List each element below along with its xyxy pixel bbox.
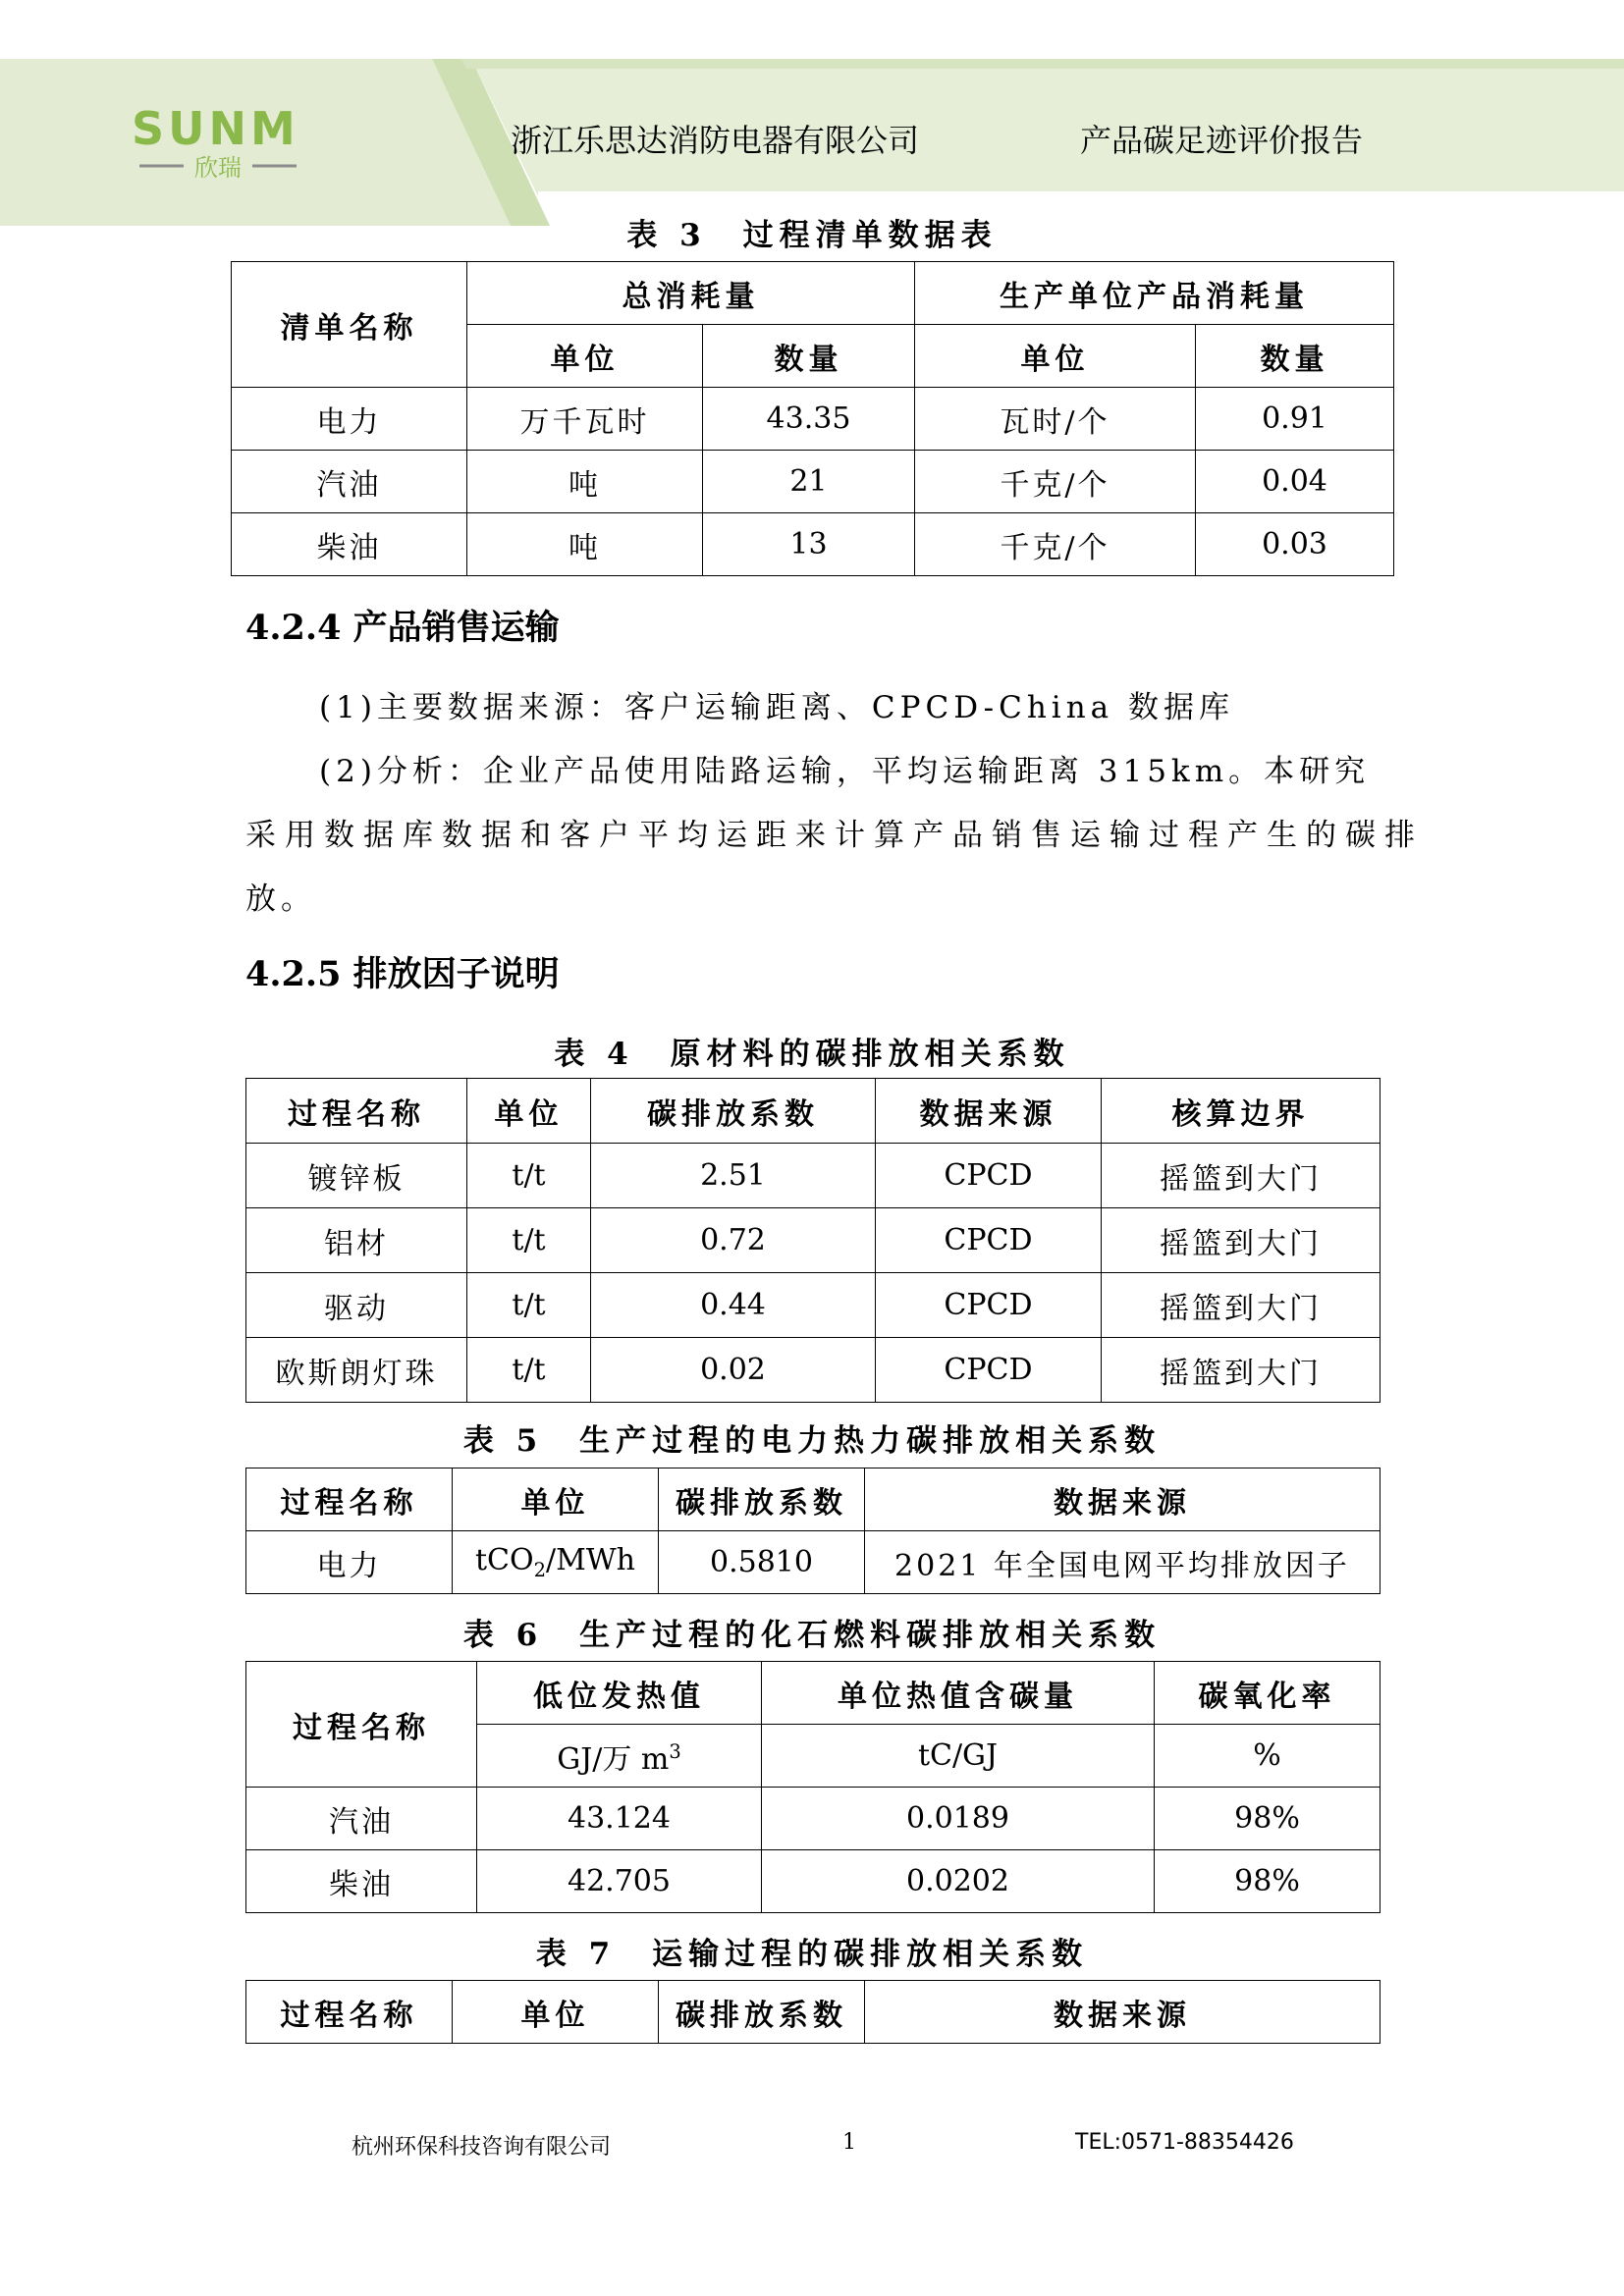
table4-header-source: 数据来源	[876, 1079, 1102, 1144]
table4-cell-boundary: 摇篮到大门	[1102, 1338, 1380, 1403]
table6-header-carbon: 单位热值含碳量	[762, 1662, 1155, 1725]
table4-header-boundary: 核算边界	[1102, 1079, 1380, 1144]
table6-cell-carbon: 0.0189	[762, 1788, 1155, 1850]
table7-header-factor: 碳排放系数	[659, 1981, 865, 2044]
table4	[245, 1078, 1380, 1403]
table6-header-oxidation: 碳氧化率	[1155, 1662, 1380, 1725]
table6-cell-name: 柴油	[246, 1850, 477, 1913]
table4-header-factor: 碳排放系数	[591, 1079, 876, 1144]
table5-header-source: 数据来源	[865, 1468, 1380, 1531]
table6-unit-oxidation: %	[1155, 1725, 1380, 1788]
table3-cell-unit2: 千克/个	[915, 451, 1196, 513]
company-logo	[130, 103, 311, 182]
table6	[245, 1661, 1380, 1913]
table7-header-name: 过程名称	[246, 1981, 453, 2044]
table6-header-name: 过程名称	[246, 1662, 477, 1788]
table4-cell-factor: 0.02	[591, 1338, 876, 1403]
table4-cell-name: 铝材	[246, 1208, 467, 1273]
table5-cell-factor: 0.5810	[659, 1531, 865, 1594]
table5-cell-unit: tCO$_2$/MWh	[453, 1531, 659, 1594]
table6-caption: 表 6 生产过程的化石燃料碳排放相关系数	[462, 1618, 1162, 1653]
table3-cell-qty2: 0.04	[1196, 451, 1394, 513]
table4-caption: 表 4 原材料的碳排放相关系数	[554, 1037, 1070, 1072]
table6-header-lhv: 低位发热值	[477, 1662, 762, 1725]
table3-caption: 表 3 过程清单数据表	[626, 218, 998, 253]
table3-cell-unit2: 千克/个	[915, 513, 1196, 576]
header-company: 浙江乐思达消防电器有限公司	[511, 122, 920, 159]
table-row	[246, 1338, 1380, 1403]
table7-caption: 表 7 运输过程的碳排放相关系数	[535, 1937, 1089, 1972]
table4-cell-name: 镀锌板	[246, 1144, 467, 1208]
table3-cell-unit: 吨	[467, 513, 703, 576]
table4-cell-source: CPCD	[876, 1208, 1102, 1273]
table-row	[246, 1273, 1380, 1338]
footer-company: 杭州环保科技咨询有限公司	[352, 2135, 612, 2160]
logo-text: SUNM	[132, 103, 299, 155]
table5-caption: 表 5 生产过程的电力热力碳排放相关系数	[462, 1423, 1162, 1459]
table6-cell-name: 汽油	[246, 1788, 477, 1850]
paragraph-analysis-line3: 放。	[245, 881, 316, 917]
table4-cell-unit: t/t	[467, 1338, 591, 1403]
table5	[245, 1468, 1380, 1594]
footer-page-number: 1	[842, 2130, 856, 2155]
table4-cell-boundary: 摇篮到大门	[1102, 1273, 1380, 1338]
table5-cell-name: 电力	[246, 1531, 453, 1594]
table-row	[232, 451, 1394, 513]
footer-tel: TEL:0571-88354426	[1075, 2130, 1294, 2155]
table7	[245, 1980, 1380, 2044]
table7-header-source: 数据来源	[865, 1981, 1380, 2044]
table3	[231, 261, 1394, 576]
table6-cell-lhv: 43.124	[477, 1788, 762, 1850]
table4-cell-source: CPCD	[876, 1144, 1102, 1208]
table3-cell-unit2: 瓦时/个	[915, 388, 1196, 451]
table4-cell-unit: t/t	[467, 1208, 591, 1273]
table4-cell-factor: 2.51	[591, 1144, 876, 1208]
paragraph-data-source: (1)主要数据来源：客户运输距离、CPCD-China 数据库	[319, 690, 1235, 725]
table7-header-unit: 单位	[453, 1981, 659, 2044]
table-row	[246, 1144, 1380, 1208]
table5-cell-source: 2021 年全国电网平均排放因子	[865, 1531, 1380, 1594]
table4-header-name: 过程名称	[246, 1079, 467, 1144]
section-heading-4-2-4: 4.2.4 产品销售运输	[245, 608, 560, 648]
table3-cell-qty: 21	[703, 451, 915, 513]
table3-cell-unit: 吨	[467, 451, 703, 513]
table4-cell-source: CPCD	[876, 1338, 1102, 1403]
table6-cell-lhv: 42.705	[477, 1850, 762, 1913]
section-heading-4-2-5: 4.2.5 排放因子说明	[245, 954, 560, 994]
table3-cell-name: 柴油	[232, 513, 467, 576]
table6-cell-oxidation: 98%	[1155, 1850, 1380, 1913]
table-row	[232, 513, 1394, 576]
table4-cell-unit: t/t	[467, 1144, 591, 1208]
table-row	[246, 1208, 1380, 1273]
table6-unit-lhv: GJ/万 $m^3$	[477, 1725, 762, 1788]
table3-cell-qty: 43.35	[703, 388, 915, 451]
table4-cell-factor: 0.44	[591, 1273, 876, 1338]
table5-header-factor: 碳排放系数	[659, 1468, 865, 1531]
table3-cell-qty2: 0.03	[1196, 513, 1394, 576]
table3-header-per-unit: 生产单位产品消耗量	[915, 262, 1394, 325]
table5-header-name: 过程名称	[246, 1468, 453, 1531]
table6-unit-carbon: tC/GJ	[762, 1725, 1155, 1788]
table6-cell-carbon: 0.0202	[762, 1850, 1155, 1913]
table3-header-unit: 单位	[467, 325, 703, 388]
table-row	[246, 1788, 1380, 1850]
table3-cell-name: 电力	[232, 388, 467, 451]
table3-header-qty: 数量	[703, 325, 915, 388]
table4-cell-source: CPCD	[876, 1273, 1102, 1338]
header-report-title: 产品碳足迹评价报告	[1080, 122, 1364, 159]
table3-header-unit2: 单位	[915, 325, 1196, 388]
table3-cell-unit: 万千瓦时	[467, 388, 703, 451]
logo-subtitle: 欣瑞	[194, 154, 242, 182]
table4-cell-factor: 0.72	[591, 1208, 876, 1273]
table3-header-qty2: 数量	[1196, 325, 1394, 388]
table4-cell-unit: t/t	[467, 1273, 591, 1338]
table3-cell-name: 汽油	[232, 451, 467, 513]
table-row	[246, 1850, 1380, 1913]
table4-cell-boundary: 摇篮到大门	[1102, 1208, 1380, 1273]
table4-cell-name: 欧斯朗灯珠	[246, 1338, 467, 1403]
paragraph-analysis-line1: (2)分析：企业产品使用陆路运输，平均运输距离 315km。本研究	[319, 754, 1371, 789]
table4-cell-name: 驱动	[246, 1273, 467, 1338]
table4-header-unit: 单位	[467, 1079, 591, 1144]
table-row	[232, 388, 1394, 451]
table3-cell-qty: 13	[703, 513, 915, 576]
table3-cell-qty2: 0.91	[1196, 388, 1394, 451]
table4-cell-boundary: 摇篮到大门	[1102, 1144, 1380, 1208]
paragraph-analysis-line2: 采用数据库数据和客户平均运距来计算产品销售运输过程产生的碳排	[245, 818, 1424, 853]
table6-cell-oxidation: 98%	[1155, 1788, 1380, 1850]
table3-header-total: 总消耗量	[467, 262, 915, 325]
table-row	[246, 1531, 1380, 1594]
table3-header-name: 清单名称	[232, 262, 467, 388]
table5-header-unit: 单位	[453, 1468, 659, 1531]
